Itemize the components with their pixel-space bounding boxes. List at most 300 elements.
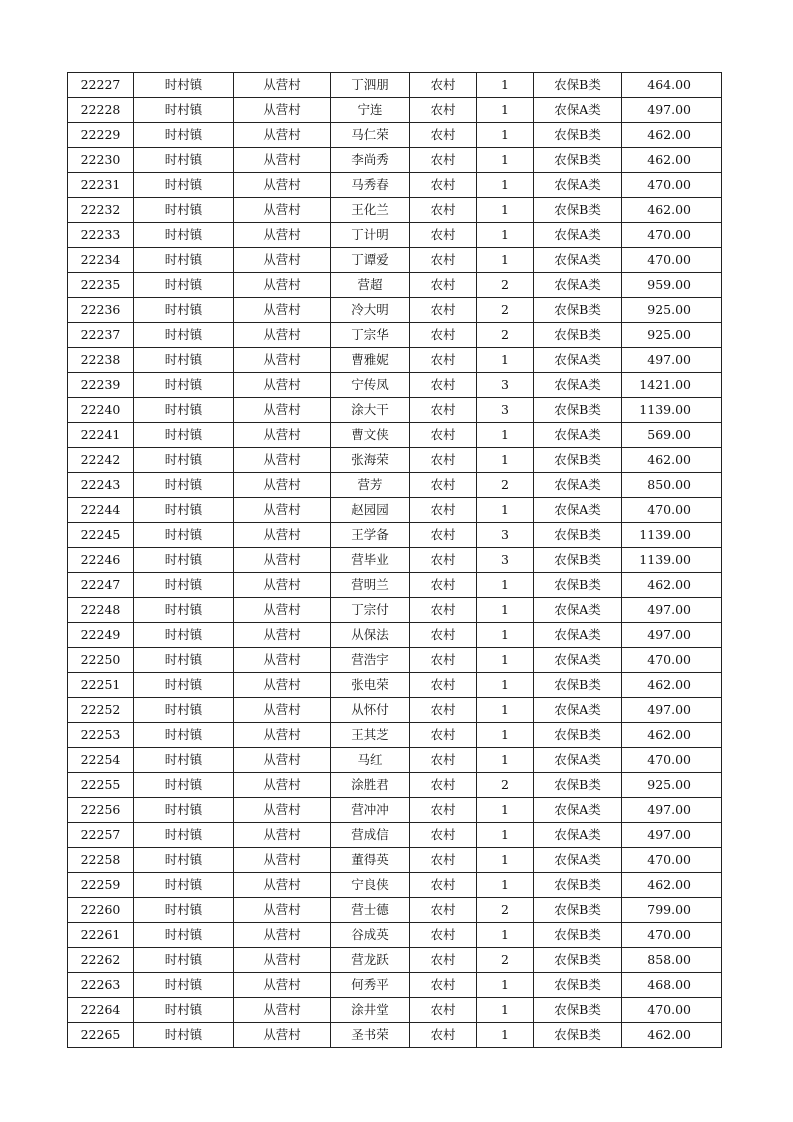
count-cell: 1 [477, 848, 534, 873]
area-cell: 农村 [410, 348, 477, 373]
record-id-cell: 22264 [68, 998, 134, 1023]
area-cell: 农村 [410, 198, 477, 223]
name-cell: 马红 [331, 748, 410, 773]
area-cell: 农村 [410, 73, 477, 98]
area-cell: 农村 [410, 898, 477, 923]
area-cell: 农村 [410, 873, 477, 898]
count-cell: 1 [477, 998, 534, 1023]
village-cell: 从营村 [234, 123, 331, 148]
table-row [68, 823, 722, 848]
village-cell: 从营村 [234, 648, 331, 673]
count-cell: 1 [477, 198, 534, 223]
table-row [68, 973, 722, 998]
village-cell: 从营村 [234, 148, 331, 173]
count-cell: 1 [477, 73, 534, 98]
town-cell: 时村镇 [134, 948, 234, 973]
town-cell: 时村镇 [134, 723, 234, 748]
area-cell: 农村 [410, 248, 477, 273]
count-cell: 3 [477, 373, 534, 398]
name-cell: 丁宗付 [331, 598, 410, 623]
count-cell: 1 [477, 348, 534, 373]
table-row [68, 73, 722, 98]
category-cell: 农保A类 [534, 648, 622, 673]
category-cell: 农保A类 [534, 498, 622, 523]
count-cell: 1 [477, 448, 534, 473]
record-id-cell: 22260 [68, 898, 134, 923]
table-row [68, 148, 722, 173]
category-cell: 农保A类 [534, 473, 622, 498]
category-cell: 农保B类 [534, 548, 622, 573]
town-cell: 时村镇 [134, 848, 234, 873]
record-id-cell: 22237 [68, 323, 134, 348]
town-cell: 时村镇 [134, 423, 234, 448]
table-row [68, 498, 722, 523]
record-id-cell: 22255 [68, 773, 134, 798]
area-cell: 农村 [410, 123, 477, 148]
town-cell: 时村镇 [134, 698, 234, 723]
count-cell: 1 [477, 98, 534, 123]
record-id-cell: 22248 [68, 598, 134, 623]
town-cell: 时村镇 [134, 823, 234, 848]
amount-cell: 462.00 [622, 1023, 722, 1048]
record-id-cell: 22228 [68, 98, 134, 123]
area-cell: 农村 [410, 523, 477, 548]
town-cell: 时村镇 [134, 873, 234, 898]
table-row [68, 273, 722, 298]
town-cell: 时村镇 [134, 598, 234, 623]
count-cell: 2 [477, 273, 534, 298]
name-cell: 从保法 [331, 623, 410, 648]
village-cell: 从营村 [234, 673, 331, 698]
town-cell: 时村镇 [134, 223, 234, 248]
table-row [68, 98, 722, 123]
table-row [68, 373, 722, 398]
town-cell: 时村镇 [134, 673, 234, 698]
record-id-cell: 22265 [68, 1023, 134, 1048]
category-cell: 农保B类 [534, 398, 622, 423]
name-cell: 营成信 [331, 823, 410, 848]
count-cell: 1 [477, 173, 534, 198]
count-cell: 1 [477, 823, 534, 848]
record-id-cell: 22232 [68, 198, 134, 223]
count-cell: 2 [477, 773, 534, 798]
count-cell: 1 [477, 723, 534, 748]
amount-cell: 462.00 [622, 573, 722, 598]
area-cell: 农村 [410, 948, 477, 973]
town-cell: 时村镇 [134, 173, 234, 198]
area-cell: 农村 [410, 548, 477, 573]
area-cell: 农村 [410, 298, 477, 323]
category-cell: 农保B类 [534, 773, 622, 798]
record-id-cell: 22231 [68, 173, 134, 198]
area-cell: 农村 [410, 98, 477, 123]
amount-cell: 850.00 [622, 473, 722, 498]
category-cell: 农保A类 [534, 748, 622, 773]
table-row [68, 998, 722, 1023]
category-cell: 农保A类 [534, 623, 622, 648]
area-cell: 农村 [410, 398, 477, 423]
name-cell: 涂胜君 [331, 773, 410, 798]
name-cell: 曹雅妮 [331, 348, 410, 373]
name-cell: 丁谭爱 [331, 248, 410, 273]
amount-cell: 462.00 [622, 123, 722, 148]
amount-cell: 1139.00 [622, 548, 722, 573]
category-cell: 农保A类 [534, 348, 622, 373]
amount-cell: 462.00 [622, 448, 722, 473]
town-cell: 时村镇 [134, 298, 234, 323]
name-cell: 宁传凤 [331, 373, 410, 398]
table-row [68, 173, 722, 198]
count-cell: 3 [477, 548, 534, 573]
table-row [68, 248, 722, 273]
amount-cell: 497.00 [622, 598, 722, 623]
record-id-cell: 22261 [68, 923, 134, 948]
category-cell: 农保B类 [534, 298, 622, 323]
name-cell: 营龙跃 [331, 948, 410, 973]
table-row [68, 1023, 722, 1048]
category-cell: 农保A类 [534, 273, 622, 298]
amount-cell: 497.00 [622, 623, 722, 648]
name-cell: 丁泗朋 [331, 73, 410, 98]
village-cell: 从营村 [234, 698, 331, 723]
table-row [68, 773, 722, 798]
amount-cell: 1139.00 [622, 398, 722, 423]
table-row [68, 323, 722, 348]
amount-cell: 462.00 [622, 723, 722, 748]
table-row [68, 298, 722, 323]
category-cell: 农保B类 [534, 973, 622, 998]
category-cell: 农保B类 [534, 573, 622, 598]
record-id-cell: 22239 [68, 373, 134, 398]
village-cell: 从营村 [234, 923, 331, 948]
amount-cell: 468.00 [622, 973, 722, 998]
village-cell: 从营村 [234, 873, 331, 898]
category-cell: 农保B类 [534, 873, 622, 898]
table-row [68, 698, 722, 723]
record-id-cell: 22253 [68, 723, 134, 748]
village-cell: 从营村 [234, 198, 331, 223]
area-cell: 农村 [410, 848, 477, 873]
area-cell: 农村 [410, 473, 477, 498]
record-id-cell: 22259 [68, 873, 134, 898]
area-cell: 农村 [410, 148, 477, 173]
table-row [68, 223, 722, 248]
record-id-cell: 22247 [68, 573, 134, 598]
name-cell: 营浩宇 [331, 648, 410, 673]
name-cell: 宁良侠 [331, 873, 410, 898]
category-cell: 农保B类 [534, 1023, 622, 1048]
town-cell: 时村镇 [134, 98, 234, 123]
category-cell: 农保A类 [534, 598, 622, 623]
town-cell: 时村镇 [134, 748, 234, 773]
village-cell: 从营村 [234, 748, 331, 773]
category-cell: 农保B类 [534, 723, 622, 748]
amount-cell: 464.00 [622, 73, 722, 98]
town-cell: 时村镇 [134, 1023, 234, 1048]
village-cell: 从营村 [234, 973, 331, 998]
village-cell: 从营村 [234, 298, 331, 323]
area-cell: 农村 [410, 698, 477, 723]
village-cell: 从营村 [234, 998, 331, 1023]
name-cell: 营超 [331, 273, 410, 298]
table-row [68, 923, 722, 948]
amount-cell: 1421.00 [622, 373, 722, 398]
category-cell: 农保B类 [534, 673, 622, 698]
count-cell: 1 [477, 573, 534, 598]
record-id-cell: 22238 [68, 348, 134, 373]
record-id-cell: 22244 [68, 498, 134, 523]
amount-cell: 462.00 [622, 673, 722, 698]
category-cell: 农保B类 [534, 323, 622, 348]
record-id-cell: 22263 [68, 973, 134, 998]
amount-cell: 462.00 [622, 148, 722, 173]
area-cell: 农村 [410, 448, 477, 473]
record-id-cell: 22229 [68, 123, 134, 148]
village-cell: 从营村 [234, 623, 331, 648]
amount-cell: 462.00 [622, 873, 722, 898]
record-id-cell: 22234 [68, 248, 134, 273]
village-cell: 从营村 [234, 248, 331, 273]
name-cell: 从怀付 [331, 698, 410, 723]
area-cell: 农村 [410, 423, 477, 448]
category-cell: 农保B类 [534, 898, 622, 923]
record-id-cell: 22254 [68, 748, 134, 773]
area-cell: 农村 [410, 573, 477, 598]
amount-cell: 497.00 [622, 98, 722, 123]
records-table [67, 72, 722, 1048]
record-id-cell: 22251 [68, 673, 134, 698]
amount-cell: 799.00 [622, 898, 722, 923]
record-id-cell: 22245 [68, 523, 134, 548]
record-id-cell: 22240 [68, 398, 134, 423]
town-cell: 时村镇 [134, 323, 234, 348]
village-cell: 从营村 [234, 223, 331, 248]
area-cell: 农村 [410, 1023, 477, 1048]
town-cell: 时村镇 [134, 498, 234, 523]
area-cell: 农村 [410, 823, 477, 848]
count-cell: 1 [477, 598, 534, 623]
name-cell: 张海荣 [331, 448, 410, 473]
table-row [68, 723, 722, 748]
village-cell: 从营村 [234, 548, 331, 573]
name-cell: 王学备 [331, 523, 410, 548]
name-cell: 马秀春 [331, 173, 410, 198]
village-cell: 从营村 [234, 423, 331, 448]
table-row [68, 473, 722, 498]
count-cell: 3 [477, 523, 534, 548]
amount-cell: 470.00 [622, 248, 722, 273]
count-cell: 1 [477, 498, 534, 523]
area-cell: 农村 [410, 748, 477, 773]
name-cell: 宁连 [331, 98, 410, 123]
village-cell: 从营村 [234, 373, 331, 398]
amount-cell: 925.00 [622, 298, 722, 323]
amount-cell: 1139.00 [622, 523, 722, 548]
village-cell: 从营村 [234, 948, 331, 973]
village-cell: 从营村 [234, 173, 331, 198]
count-cell: 1 [477, 223, 534, 248]
town-cell: 时村镇 [134, 773, 234, 798]
table-row [68, 748, 722, 773]
record-id-cell: 22256 [68, 798, 134, 823]
category-cell: 农保A类 [534, 173, 622, 198]
category-cell: 农保B类 [534, 123, 622, 148]
town-cell: 时村镇 [134, 998, 234, 1023]
village-cell: 从营村 [234, 523, 331, 548]
table-row [68, 198, 722, 223]
village-cell: 从营村 [234, 448, 331, 473]
village-cell: 从营村 [234, 598, 331, 623]
area-cell: 农村 [410, 323, 477, 348]
count-cell: 1 [477, 798, 534, 823]
table-row [68, 423, 722, 448]
town-cell: 时村镇 [134, 123, 234, 148]
record-id-cell: 22262 [68, 948, 134, 973]
name-cell: 营冲冲 [331, 798, 410, 823]
amount-cell: 497.00 [622, 348, 722, 373]
category-cell: 农保A类 [534, 248, 622, 273]
name-cell: 营明兰 [331, 573, 410, 598]
category-cell: 农保A类 [534, 798, 622, 823]
category-cell: 农保B类 [534, 448, 622, 473]
name-cell: 营士德 [331, 898, 410, 923]
amount-cell: 925.00 [622, 323, 722, 348]
amount-cell: 497.00 [622, 798, 722, 823]
village-cell: 从营村 [234, 798, 331, 823]
record-id-cell: 22250 [68, 648, 134, 673]
town-cell: 时村镇 [134, 473, 234, 498]
name-cell: 营毕业 [331, 548, 410, 573]
village-cell: 从营村 [234, 848, 331, 873]
village-cell: 从营村 [234, 348, 331, 373]
name-cell: 曹文侠 [331, 423, 410, 448]
count-cell: 2 [477, 298, 534, 323]
area-cell: 农村 [410, 273, 477, 298]
name-cell: 冷大明 [331, 298, 410, 323]
record-id-cell: 22242 [68, 448, 134, 473]
count-cell: 1 [477, 123, 534, 148]
record-id-cell: 22236 [68, 298, 134, 323]
amount-cell: 858.00 [622, 948, 722, 973]
village-cell: 从营村 [234, 823, 331, 848]
table-row [68, 448, 722, 473]
count-cell: 1 [477, 923, 534, 948]
table-row [68, 573, 722, 598]
count-cell: 2 [477, 473, 534, 498]
name-cell: 营芳 [331, 473, 410, 498]
amount-cell: 959.00 [622, 273, 722, 298]
count-cell: 1 [477, 748, 534, 773]
category-cell: 农保B类 [534, 923, 622, 948]
category-cell: 农保A类 [534, 698, 622, 723]
area-cell: 农村 [410, 648, 477, 673]
village-cell: 从营村 [234, 98, 331, 123]
category-cell: 农保A类 [534, 848, 622, 873]
town-cell: 时村镇 [134, 448, 234, 473]
count-cell: 2 [477, 898, 534, 923]
area-cell: 农村 [410, 973, 477, 998]
village-cell: 从营村 [234, 723, 331, 748]
amount-cell: 470.00 [622, 648, 722, 673]
village-cell: 从营村 [234, 323, 331, 348]
record-id-cell: 22230 [68, 148, 134, 173]
category-cell: 农保B类 [534, 948, 622, 973]
category-cell: 农保A类 [534, 823, 622, 848]
count-cell: 1 [477, 648, 534, 673]
village-cell: 从营村 [234, 398, 331, 423]
village-cell: 从营村 [234, 498, 331, 523]
record-id-cell: 22258 [68, 848, 134, 873]
area-cell: 农村 [410, 498, 477, 523]
amount-cell: 470.00 [622, 848, 722, 873]
name-cell: 王其芝 [331, 723, 410, 748]
amount-cell: 470.00 [622, 998, 722, 1023]
count-cell: 2 [477, 323, 534, 348]
name-cell: 涂井堂 [331, 998, 410, 1023]
area-cell: 农村 [410, 998, 477, 1023]
amount-cell: 497.00 [622, 698, 722, 723]
table-row [68, 523, 722, 548]
category-cell: 农保A类 [534, 98, 622, 123]
record-id-cell: 22233 [68, 223, 134, 248]
town-cell: 时村镇 [134, 623, 234, 648]
amount-cell: 462.00 [622, 198, 722, 223]
name-cell: 马仁荣 [331, 123, 410, 148]
category-cell: 农保B类 [534, 198, 622, 223]
amount-cell: 470.00 [622, 223, 722, 248]
amount-cell: 569.00 [622, 423, 722, 448]
table-row [68, 948, 722, 973]
record-id-cell: 22252 [68, 698, 134, 723]
area-cell: 农村 [410, 723, 477, 748]
town-cell: 时村镇 [134, 898, 234, 923]
name-cell: 谷成英 [331, 923, 410, 948]
table-row [68, 848, 722, 873]
table-row [68, 548, 722, 573]
count-cell: 1 [477, 423, 534, 448]
area-cell: 农村 [410, 373, 477, 398]
village-cell: 从营村 [234, 273, 331, 298]
town-cell: 时村镇 [134, 923, 234, 948]
area-cell: 农村 [410, 598, 477, 623]
record-id-cell: 22227 [68, 73, 134, 98]
town-cell: 时村镇 [134, 973, 234, 998]
area-cell: 农村 [410, 773, 477, 798]
area-cell: 农村 [410, 673, 477, 698]
village-cell: 从营村 [234, 898, 331, 923]
count-cell: 1 [477, 148, 534, 173]
amount-cell: 470.00 [622, 923, 722, 948]
table-row [68, 348, 722, 373]
category-cell: 农保A类 [534, 373, 622, 398]
town-cell: 时村镇 [134, 348, 234, 373]
area-cell: 农村 [410, 923, 477, 948]
category-cell: 农保A类 [534, 423, 622, 448]
record-id-cell: 22241 [68, 423, 134, 448]
amount-cell: 925.00 [622, 773, 722, 798]
count-cell: 1 [477, 623, 534, 648]
category-cell: 农保B类 [534, 998, 622, 1023]
records-body [68, 73, 722, 1048]
table-row [68, 673, 722, 698]
name-cell: 李尚秀 [331, 148, 410, 173]
category-cell: 农保A类 [534, 223, 622, 248]
name-cell: 涂大干 [331, 398, 410, 423]
count-cell: 1 [477, 673, 534, 698]
table-row [68, 598, 722, 623]
area-cell: 农村 [410, 623, 477, 648]
record-id-cell: 22235 [68, 273, 134, 298]
